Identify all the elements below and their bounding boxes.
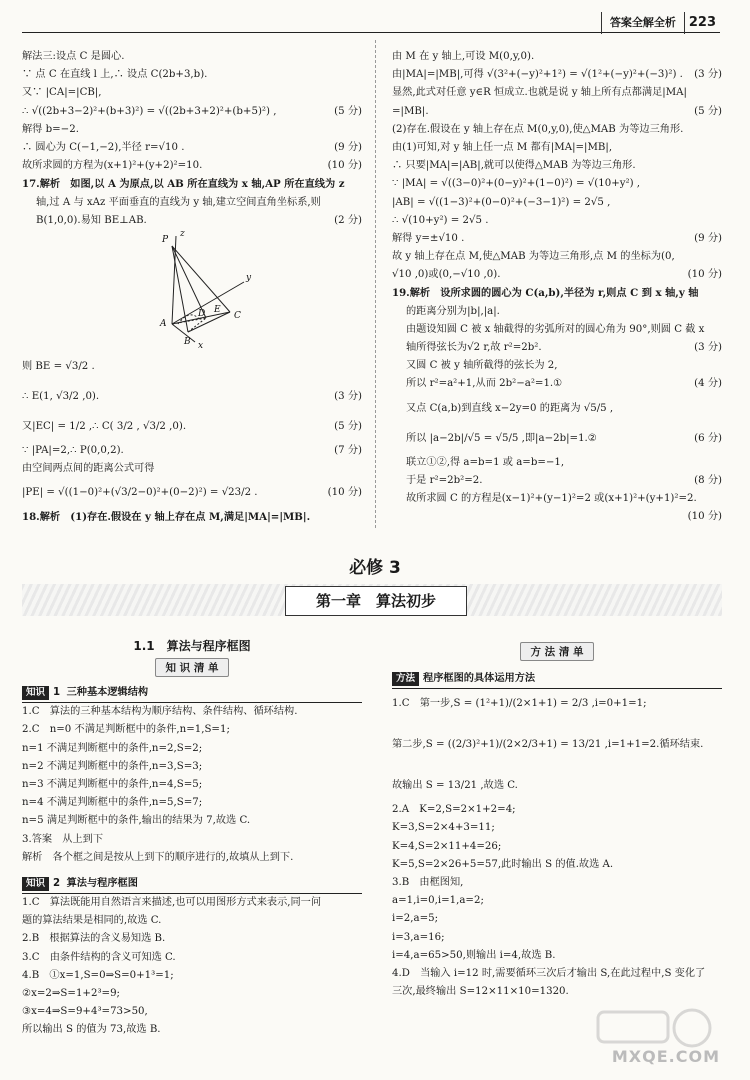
solution-text: |AB| = √((1−3)²+(0−0)²+(−3−1)²) = 2√5 , <box>392 196 611 208</box>
solution-text: 显然,此式对任意 y∈R 恒成立.也就是说 y 轴上所有点都满足|MA| <box>392 87 687 99</box>
knowledge-line <box>22 740 362 758</box>
figure-label: E <box>214 305 221 315</box>
solution-line <box>22 508 362 526</box>
method-text: i=4,a=65>50,则输出 i=4,故选 B. <box>392 949 556 961</box>
method-line <box>392 856 722 874</box>
method-line <box>392 965 722 983</box>
method-text: i=3,a=16; <box>392 931 445 943</box>
solution-text: ∵ |MA| = √((3−0)²+(0−y)²+(1−0)²) = √(10+y²) , <box>392 178 641 190</box>
knowledge-1-heading <box>22 684 362 703</box>
knowledge-line <box>22 849 362 867</box>
figure-label: A <box>160 319 167 329</box>
method-line <box>392 983 722 1001</box>
knowledge-2-tag: 知识 <box>22 877 49 891</box>
knowledge-line <box>22 831 362 849</box>
knowledge-line <box>22 949 362 967</box>
solution-line <box>392 48 722 66</box>
lower-left-column <box>22 634 362 1040</box>
method-text: 三次,最终输出 S=12×11×10=1320. <box>392 986 569 998</box>
section-title: 必修 3 <box>349 558 401 578</box>
solution-text: 由(1)可知,对 y 轴上任一点 M 都有|MA|=|MB|, <box>392 141 613 153</box>
figure-label: P <box>162 235 169 245</box>
knowledge-line <box>22 776 362 794</box>
solution-line <box>392 490 722 508</box>
method-text: 3.B 由框图知, <box>392 876 464 888</box>
solution-text: 18.解析 (1)存在.假设在 y 轴上存在点 M,满足|MA|=|MB|. <box>22 511 311 524</box>
knowledge-2-body <box>22 894 362 1040</box>
solution-text: 故 y 轴上存在点 M,使△MAB 为等边三角形,点 M 的坐标为(0, <box>392 251 675 263</box>
method-line <box>392 819 722 837</box>
method-text: 2.A K=2,S=2×1+2=4; <box>392 804 516 816</box>
figure-label: y <box>246 273 252 283</box>
method-text: K=3,S=2×4+3=11; <box>392 822 495 834</box>
solution-text: ∴ √(10+y²) = 2√5 . <box>392 214 489 226</box>
solution-line <box>392 424 722 454</box>
knowledge-1-tag: 知识 <box>22 686 49 700</box>
solution-text: 又∵ |CA|=|CB|, <box>22 87 102 99</box>
solution-text: B(1,0,0).易知 BE⊥AB. <box>36 214 147 226</box>
right-column-top <box>392 48 722 526</box>
figure-label: D <box>198 309 206 319</box>
solution-line <box>392 472 722 490</box>
solution-text: 解法三:设点 C 是圆心. <box>22 51 125 62</box>
solution-text: 由题设知圆 C 被 x 轴截得的劣弧所对的圆心角为 90°,则圆 C 截 x <box>406 323 705 335</box>
knowledge-line <box>22 985 362 1003</box>
method-line <box>392 771 722 801</box>
method-text: i=2,a=5; <box>392 913 439 925</box>
solution-text: ∴ √((2b+3−2)²+(b+3)²) = √((2b+3+2)²+(b+5)²) , <box>22 105 277 117</box>
method-text: 故输出 S = 13/21 ,故选 C. <box>392 780 518 792</box>
knowledge-text: 所以输出 S 的值为 73,故选 B. <box>22 1024 161 1036</box>
solution-score: (5 分) <box>334 105 362 117</box>
method-title: 程序框图的具体运用方法 <box>423 673 536 684</box>
solution-score: (3 分) <box>694 342 722 353</box>
method-line <box>392 929 722 947</box>
solution-line <box>392 66 722 84</box>
knowledge-text: 2.C n=0 不满足判断框中的条件,n=1,S=1; <box>22 724 230 736</box>
knowledge-line <box>22 1003 362 1021</box>
solution-line <box>392 194 722 212</box>
solution-line <box>22 48 362 66</box>
solution-text: 又点 C(a,b)到直线 x−2y=0 的距离为 √5/5 , <box>406 402 614 414</box>
solution-text: 由 M 在 y 轴上,可设 M(0,y,0). <box>392 51 535 62</box>
knowledge-list-pill: 知 识 清 单 <box>155 658 230 677</box>
solution-text: ∵ |PA|=2,∴ P(0,0,2). <box>22 445 124 456</box>
knowledge-text: 1.C 算法既能用自然语言来描述,也可以用图形方式来表示,同一问 <box>22 897 322 909</box>
knowledge-line <box>22 812 362 830</box>
solution-line <box>392 157 722 175</box>
solution-line <box>22 84 362 102</box>
solution-score: (9 分) <box>334 141 362 153</box>
knowledge-line <box>22 894 362 912</box>
solution-text: 所以 |a−2b|/√5 = √5/5 ,即|a−2b|=1.② <box>406 432 597 444</box>
solution-line <box>22 66 362 84</box>
solution-line <box>392 103 722 121</box>
chapter-title: 第一章 算法初步 <box>285 586 467 616</box>
method-heading <box>392 670 722 689</box>
solution-line <box>22 157 362 175</box>
knowledge-text: 1.C 算法的三种基本结构为顺序结构、条件结构、循环结构. <box>22 706 298 718</box>
solution-text: √10 ,0)或(0,−√10 ,0). <box>392 269 501 281</box>
solution-text: 的距离分别为|b|,|a|. <box>406 305 500 317</box>
knowledge-line <box>22 1021 362 1039</box>
solution-score: (7 分) <box>334 445 362 456</box>
method-line <box>392 910 722 928</box>
solution-text: 解得 y=±√10 . <box>392 232 465 244</box>
solution-score: (6 分) <box>694 432 722 444</box>
watermark-text: MXQE.COM <box>611 1047 720 1066</box>
solution-line <box>392 84 722 102</box>
solution-text: ∴ 只要|MA|=|AB|,就可以使得△MAB 为等边三角形. <box>392 160 636 172</box>
subsection-title: 1.1 算法与程序框图 <box>133 639 251 653</box>
method-body <box>392 689 722 1001</box>
knowledge-text: n=5 满足判断框中的条件,输出的结果为 7,故选 C. <box>22 815 251 827</box>
solution-line <box>392 321 722 339</box>
knowledge-line <box>22 912 362 930</box>
knowledge-text: ③x=4⇒S=9+4³=73>50, <box>22 1006 148 1018</box>
page-header <box>0 0 750 38</box>
solution-line <box>392 375 722 393</box>
solution-line <box>392 175 722 193</box>
solution-line <box>392 394 722 424</box>
left-column-bottom <box>22 352 362 527</box>
method-text: a=1,i=0,i=1,a=2; <box>392 895 484 907</box>
solution-score: (5 分) <box>694 105 722 117</box>
method-text: K=4,S=2×11+4=26; <box>392 840 502 852</box>
solution-text: 所以 r²=a²+1,从而 2b²−a²=1.① <box>406 378 563 390</box>
method-pill-row <box>392 642 722 670</box>
solution-text: 轴所得弦长为√2 r,故 r²=2b². <box>406 342 542 353</box>
knowledge-line <box>22 930 362 948</box>
solution-line <box>392 230 722 248</box>
coordinate-figure <box>150 228 260 350</box>
method-line <box>392 892 722 910</box>
knowledge-2-number: 2 <box>53 877 61 889</box>
knowledge-text: 解析 各个框之间是按从上到下的顺序进行的,故填从上到下. <box>22 851 294 863</box>
left-column-top <box>22 48 362 230</box>
knowledge-1-number: 1 <box>53 687 61 698</box>
solution-score: (3 分) <box>334 391 362 402</box>
solution-text: 19.解析 设所求圆的圆心为 C(a,b),半径为 r,则点 C 到 x 轴,y 轴 <box>392 287 699 300</box>
knowledge-2-heading <box>22 875 362 894</box>
solution-line <box>392 303 722 321</box>
method-text: 1.C 第一步,S = (1²+1)/(2×1+1) = 2/3 ,i=0+1=1; <box>392 698 647 710</box>
solution-line <box>392 357 722 375</box>
method-line <box>392 874 722 892</box>
column-divider <box>375 40 376 528</box>
method-line <box>392 838 722 856</box>
solution-text: 17.解析 如图,以 A 为原点,以 AB 所在直线为 x 轴,AP 所在直线为 z <box>22 178 345 191</box>
solution-line <box>392 266 722 284</box>
solution-text: =|MB|. <box>392 105 429 117</box>
solution-text: 故所求圆 C 的方程是(x−1)²+(y−1)²=2 或(x+1)²+(y+1)²=2. <box>406 492 697 504</box>
solution-line <box>22 460 362 478</box>
solution-score: (10 分) <box>687 511 722 523</box>
solution-text: 解得 b=−2. <box>22 123 79 135</box>
solution-line <box>392 339 722 357</box>
method-line <box>392 947 722 965</box>
solution-text: 于是 r²=2b²=2. <box>406 474 483 486</box>
knowledge-2-title: 算法与程序框图 <box>66 877 138 889</box>
knowledge-text: n=2 不满足判断框中的条件,n=3,S=3; <box>22 760 203 772</box>
knowledge-text: n=4 不满足判断框中的条件,n=5,S=7; <box>22 797 203 809</box>
knowledge-text: 题的算法结果是相同的,故选 C. <box>22 915 162 927</box>
knowledge-text: ②x=2⇒S=1+2³=9; <box>22 988 120 999</box>
solution-text: 又|EC| = 1/2 ,∴ C( 3/2 , √3/2 ,0). <box>22 421 187 432</box>
page-number: 223 <box>684 12 720 34</box>
solution-score: (5 分) <box>334 421 362 432</box>
knowledge-line <box>22 703 362 721</box>
solution-line <box>392 139 722 157</box>
knowledge-line <box>22 721 362 739</box>
method-text: 4.D 当输入 i=12 时,需要循环三次后才输出 S,在此过程中,S 变化了 <box>392 967 706 979</box>
method-tag: 方法 <box>392 672 419 686</box>
solution-line <box>392 248 722 266</box>
lower-right-column <box>392 642 722 1001</box>
solution-text: 由|MA|=|MB|,可得 √(3²+(−y)²+1²) = √(1²+(−y)²+(−3)²) . <box>392 69 683 81</box>
figure-label: z <box>180 229 185 239</box>
method-line <box>392 689 722 719</box>
solution-line <box>22 194 362 212</box>
solution-text: 联立①②,得 a=b=1 或 a=b=−1, <box>406 456 565 468</box>
solution-text: ∴ E(1, √3/2 ,0). <box>22 391 100 402</box>
knowledge-text: n=3 不满足判断框中的条件,n=4,S=5; <box>22 778 203 790</box>
solution-line <box>22 103 362 121</box>
knowledge-line <box>22 794 362 812</box>
solution-score: (3 分) <box>694 69 722 81</box>
method-line <box>392 801 722 819</box>
solution-text: ∴ 圆心为 C(−1,−2),半径 r=√10 . <box>22 141 185 153</box>
method-line <box>392 719 722 771</box>
solution-score: (10 分) <box>687 269 722 281</box>
knowledge-text: 3.C 由条件结构的含义可知选 C. <box>22 951 176 963</box>
solution-line <box>392 121 722 139</box>
solution-line <box>392 284 722 302</box>
solution-text: 轴,过 A 与 xAz 平面垂直的直线为 y 轴,建立空间直角坐标系,则 <box>36 196 321 208</box>
solution-line <box>22 382 362 412</box>
solution-score: (9 分) <box>694 232 722 244</box>
knowledge-text: n=1 不满足判断框中的条件,n=2,S=2; <box>22 742 203 754</box>
knowledge-text: 2.B 根据算法的含义易知选 B. <box>22 933 166 945</box>
method-text: 第二步,S = ((2/3)²+1)/(2×2/3+1) = 13/21 ,i=1+1=2.循环结束. <box>392 739 704 751</box>
solution-text: 则 BE = √3/2 . <box>22 361 95 372</box>
solution-text: 又圆 C 被 y 轴所截得的弦长为 2, <box>406 360 558 372</box>
figure-label: C <box>234 311 241 321</box>
knowledge-text: 4.B ①x=1,S=0⇒S=0+1³=1; <box>22 969 174 981</box>
solution-text: 由空间两点间的距离公式可得 <box>22 463 155 475</box>
solution-score: (4 分) <box>694 378 722 390</box>
solution-text: |PE| = √((1−0)²+(√3/2−0)²+(0−2)²) = √23/2 . <box>22 487 258 499</box>
solution-line <box>392 508 722 526</box>
solution-line <box>22 412 362 442</box>
solution-line <box>22 442 362 460</box>
method-text: K=5,S=2×26+5=57,此时输出 S 的值.故选 A. <box>392 858 614 870</box>
solution-text: 故所求圆的方程为(x+1)²+(y+2)²=10. <box>22 160 203 172</box>
solution-line <box>392 212 722 230</box>
solution-text: (2)存在.假设在 y 轴上存在点 M(0,y,0),使△MAB 为等边三角形. <box>392 123 684 135</box>
header-tab <box>601 12 720 34</box>
solution-score: (10 分) <box>327 160 362 172</box>
solution-text: ∵ 点 C 在直线 l 上,∴ 设点 C(2b+3,b). <box>22 69 208 81</box>
solution-score: (2 分) <box>334 214 362 226</box>
solution-line <box>22 139 362 157</box>
solution-line <box>22 121 362 139</box>
figure-label: x <box>198 341 204 350</box>
knowledge-1-title: 三种基本逻辑结构 <box>66 687 149 698</box>
solution-line <box>22 352 362 382</box>
knowledge-line <box>22 758 362 776</box>
method-list-pill: 方 法 清 单 <box>520 642 595 661</box>
solution-score: (8 分) <box>694 474 722 486</box>
solution-line <box>22 478 362 508</box>
knowledge-1-body <box>22 703 362 867</box>
knowledge-line <box>22 967 362 985</box>
solution-score: (10 分) <box>327 487 362 499</box>
knowledge-pill-row <box>22 658 362 684</box>
knowledge-text: 3.答案 从上到下 <box>22 833 104 845</box>
figure-label: B <box>184 337 191 347</box>
solution-line <box>392 454 722 472</box>
header-title: 答案全解全析 <box>609 16 676 29</box>
solution-line <box>22 175 362 193</box>
